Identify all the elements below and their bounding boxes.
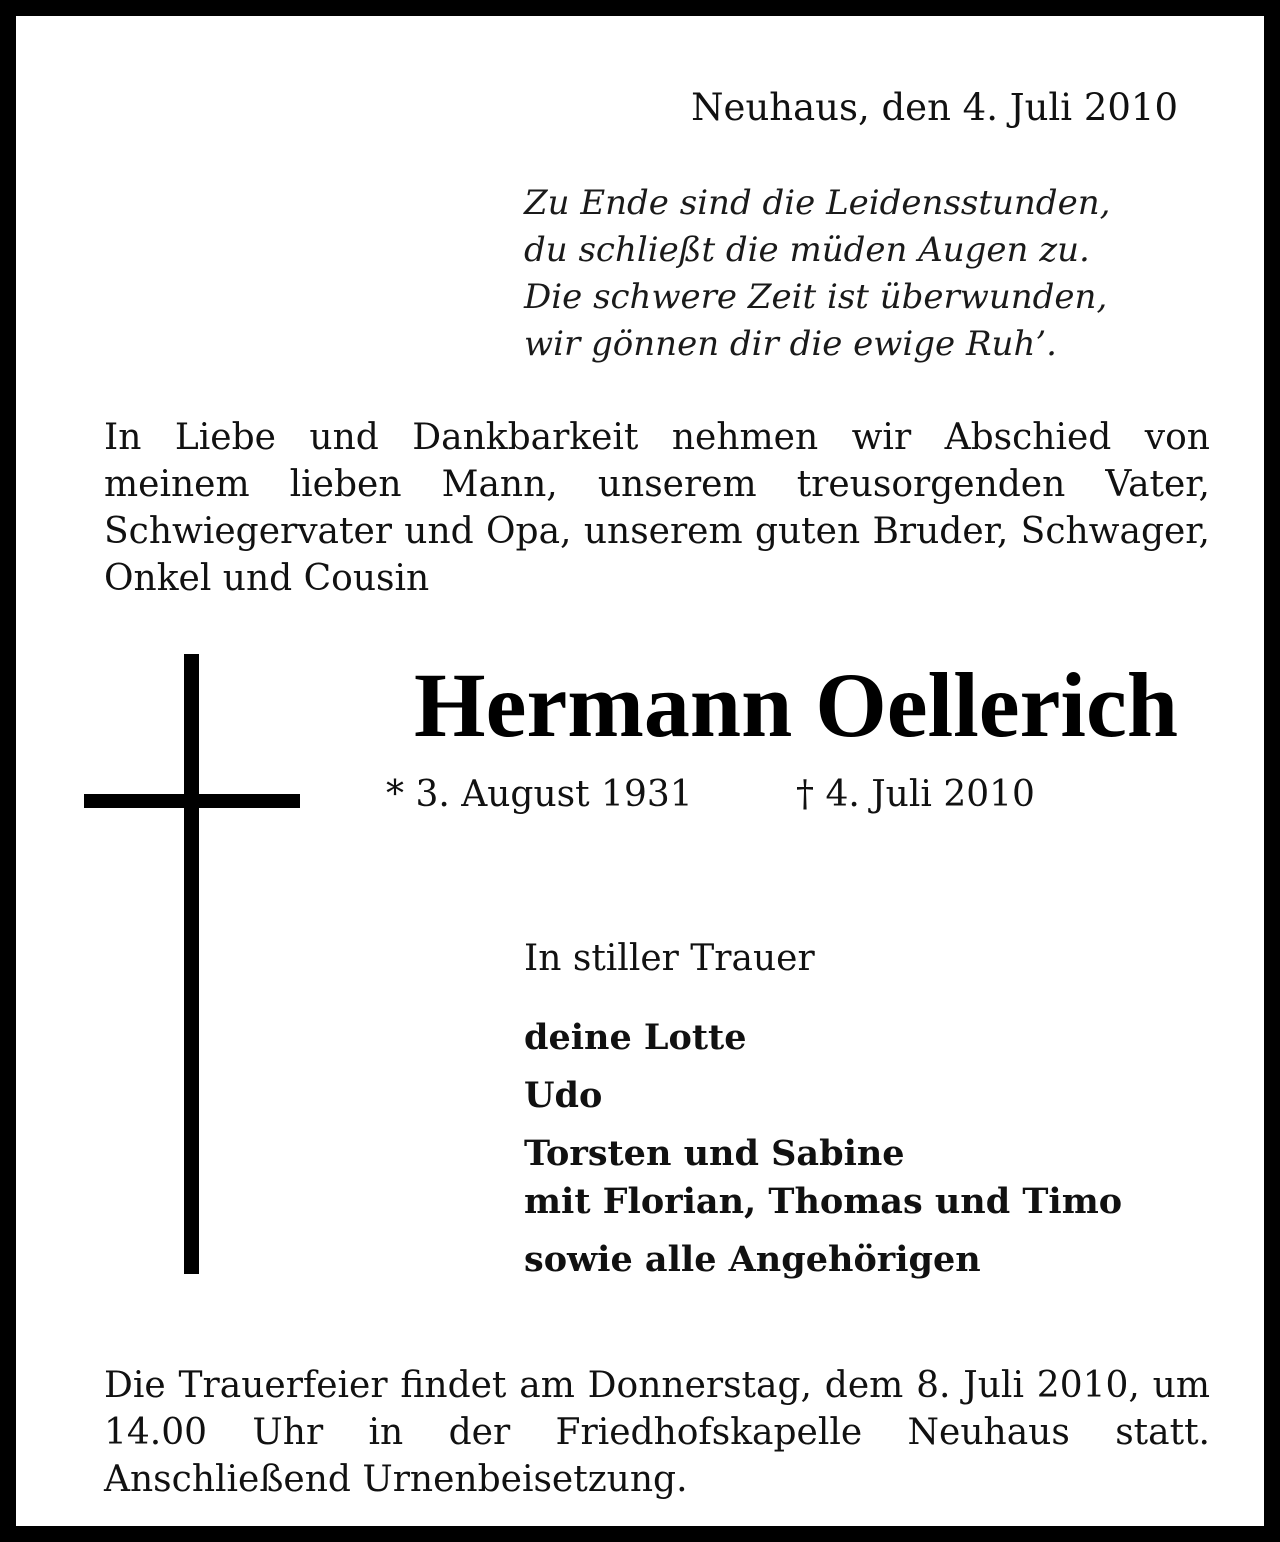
birth-date: * 3. August 1931 [386,774,693,815]
mourner-line: deine Lotte [524,1017,747,1058]
cross-vertical-bar [184,654,199,1274]
poem-line: wir gönnen dir die ewige Ruh’. [524,324,1057,364]
mourning-label: In stiller Trauer [524,938,815,979]
ceremony-info: Die Trauerfeier findet am Donnerstag, dem 8. Juli 2010, um 14.00 Uhr in der Friedhofskapelle Neuhaus statt. Anschließend Urnenbeisetzung. [104,1365,1210,1500]
poem-line: Zu Ende sind die Leidensstunden, [524,183,1111,223]
poem-line: du schließt die müden Augen zu. [524,230,1090,270]
mourner-line: sowie alle Angehörigen [524,1239,981,1280]
mourner-line: mit Florian, Thomas und Timo [524,1181,1123,1222]
mourner-line: Udo [524,1075,603,1116]
cross-horizontal-bar [84,794,300,808]
farewell-text: In Liebe und Dankbarkeit nehmen wir Abschied von meinem lieben Mann, unserem treusorgenden Vater, Schwiegervater und Opa, unserem guten Bruder, Schwager, Onkel und Cousin [104,417,1210,599]
memorial-poem [524,180,1110,368]
poem-line: Die schwere Zeit ist überwunden, [524,277,1108,317]
cross-icon [84,654,300,1274]
death-date: † 4. Juli 2010 [796,774,1035,815]
place-and-date: Neuhaus, den 4. Juli 2010 [691,86,1178,129]
deceased-name: Hermann Oellerich [414,654,1178,756]
mourner-line: Torsten und Sabine [524,1133,905,1174]
